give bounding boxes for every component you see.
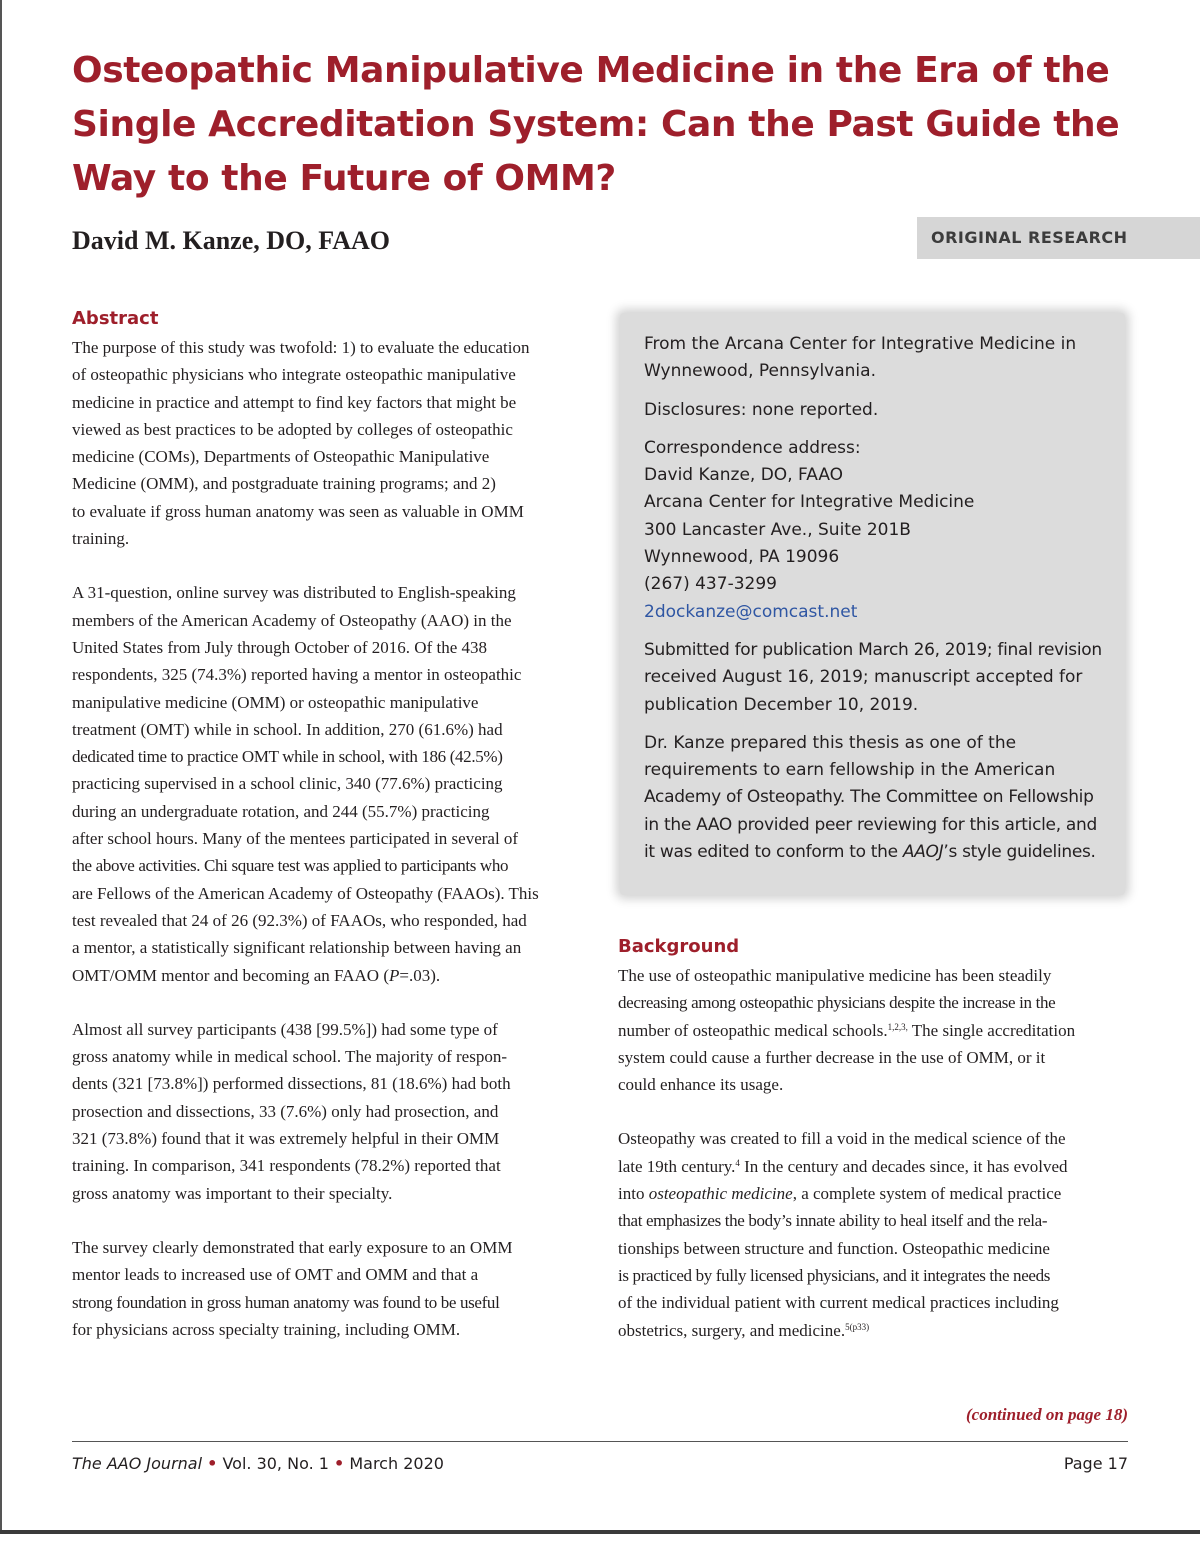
text-line: to evaluate if gross human anatomy was seen as valuable in OMM — [72, 501, 524, 521]
text-line: David Kanze, DO, FAAO — [644, 465, 844, 486]
italic-text: P — [388, 965, 400, 985]
italic-text: AAOJ — [902, 842, 944, 863]
text-line: are Fellows of the American Academy of Osteopathy (FAAOs). This — [72, 883, 539, 903]
text-line: training. — [72, 529, 130, 549]
text-line: members of the American Academy of Osteopathy (AAO) in the — [72, 610, 512, 630]
citation: 5(p33) — [845, 1321, 870, 1332]
text-line: The survey clearly demonstrated that early exposure to an OMM — [72, 1237, 513, 1257]
title-line: Single Accreditation System: Can the Past Guide the — [72, 104, 1120, 145]
text-run: In the century and decades since, it has evolved — [739, 1156, 1068, 1176]
text-line: Osteopathy was created to fill a void in the medical science of the — [618, 1129, 1066, 1149]
text-line: treatment (OMT) while in school. In addition, 270 (61.6%) had — [72, 719, 503, 739]
text-line: viewed as best practices to be adopted by colleges of osteopathic — [72, 419, 513, 439]
text-line: is practiced by fully licensed physicians, and it integrates the needs — [618, 1265, 1051, 1285]
text-run: number of osteopathic medical schools. — [618, 1020, 888, 1040]
text-line: Medicine (OMM), and postgraduate training programs; and 2) — [72, 474, 496, 494]
volume-issue: Vol. 30, No. 1 — [222, 1454, 329, 1473]
text-line: the above activities. Chi square test was applied to participants who — [72, 856, 509, 876]
text-line: could enhance its usage. — [618, 1075, 784, 1095]
text-line: Wynnewood, Pennsylvania. — [644, 361, 876, 382]
background-paragraph-1 — [618, 962, 1133, 1098]
text-run: The single accreditation — [907, 1020, 1076, 1040]
journal-citation — [72, 1454, 444, 1473]
text-run: OMT/OMM mentor and becoming an FAAO ( — [72, 965, 389, 985]
text-line: publication December 10, 2019. — [644, 694, 919, 715]
abstract-paragraph-4 — [72, 1234, 587, 1343]
text-line: strong foundation in gross human anatomy was found to be useful — [72, 1292, 500, 1312]
title-line: Way to the Future of OMM? — [72, 158, 616, 199]
correspondence-address — [644, 435, 1101, 626]
text-line: Dr. Kanze prepared this thesis as one of the — [644, 732, 1017, 753]
abstract-paragraph-1 — [72, 334, 587, 552]
background-paragraph-2 — [618, 1125, 1133, 1343]
email-link[interactable]: 2dockanze@comcast.net — [644, 601, 858, 622]
text-line: dedicated time to practice OMT while in school, with 186 (42.5%) — [72, 747, 503, 767]
text-line — [618, 1317, 1133, 1344]
text-line: test revealed that 24 of 26 (92.3%) of FAAOs, who responded, had — [72, 910, 527, 930]
abstract-section — [72, 306, 587, 1370]
continued-note: (continued on page 18) — [966, 1405, 1128, 1424]
text-run: ’s style guidelines. — [943, 842, 1096, 863]
text-line: Correspondence address: — [644, 437, 861, 458]
text-line: Arcana Center for Integrative Medicine — [644, 492, 975, 513]
abstract-paragraph-3 — [72, 1016, 587, 1207]
citation: 4 — [735, 1157, 740, 1168]
submission-dates — [644, 637, 1101, 719]
fellowship-note — [644, 730, 1101, 866]
text-line: in the AAO provided peer reviewing for this article, and — [644, 814, 1097, 835]
text-line: requirements to earn fellowship in the American — [644, 760, 1056, 781]
text-line: prosection and dissections, 33 (7.6%) only had prosection, and — [72, 1101, 499, 1121]
text-line: training. In comparison, 341 respondents (78.2%) reported that — [72, 1156, 501, 1176]
text-line: United States from July through October of 2016. Of the 438 — [72, 637, 488, 657]
text-line: 300 Lancaster Ave., Suite 201B — [644, 519, 911, 540]
text-line: The purpose of this study was twofold: 1) to evaluate the education — [72, 338, 530, 357]
text-line: gross anatomy was important to their specialty. — [72, 1183, 393, 1203]
background-heading: Background — [618, 936, 740, 957]
text-line: system could cause a further decrease in the use of OMM, or it — [618, 1047, 1046, 1067]
section-tag: ORIGINAL RESEARCH — [917, 217, 1200, 259]
text-line: for physicians across specialty training, including OMM. — [72, 1319, 461, 1339]
text-run: =.03). — [399, 965, 441, 985]
text-line: (267) 437-3299 — [644, 574, 777, 595]
article-title — [72, 44, 1152, 206]
page-number: Page 17 — [1063, 1454, 1128, 1473]
text-line: dents (321 [73.8%]) performed dissections, 81 (18.6%) had both — [72, 1074, 511, 1094]
affiliation — [644, 331, 1101, 386]
text-line: after school hours. Many of the mentees participated in several of — [72, 829, 519, 849]
abstract-paragraph-2 — [72, 579, 587, 988]
text-line: of osteopathic physicians who integrate osteopathic manipulative — [72, 365, 516, 385]
text-line: A 31-question, online survey was distributed to English-speaking — [72, 583, 516, 603]
text-line: gross anatomy while in medical school. The majority of respon- — [72, 1047, 507, 1067]
disclosures: Disclosures: none reported. — [644, 399, 879, 420]
journal-name: The AAO Journal — [72, 1454, 203, 1473]
text-run: , a complete system of medical practice — [792, 1184, 1062, 1204]
text-line: practicing supervised in a school clinic, 340 (77.6%) practicing — [72, 774, 503, 794]
page-border-left — [0, 0, 2, 1532]
text-run: it was edited to conform to the — [644, 842, 903, 863]
text-line: respondents, 325 (74.3%) reported having a mentor in osteopathic — [72, 665, 522, 685]
title-line: Osteopathic Manipulative Medicine in the Era of the — [72, 50, 1110, 91]
text-line: medicine in practice and attempt to find key factors that might be — [72, 392, 517, 412]
text-run: late 19th century. — [618, 1156, 736, 1176]
text-line: The use of osteopathic manipulative medicine has been steadily — [618, 966, 1052, 985]
text-line: Academy of Osteopathy. The Committee on Fellowship — [644, 787, 1094, 808]
text-line: that emphasizes the body’s innate ability to heal itself and the rela- — [618, 1211, 1048, 1231]
author-byline: David M. Kanze, DO, FAAO — [72, 226, 390, 255]
text-line: manipulative medicine (OMM) or osteopathic manipulative — [72, 692, 479, 712]
text-run: obstetrics, surgery, and medicine. — [618, 1320, 846, 1340]
footer-divider — [72, 1441, 1128, 1442]
text-line: a mentor, a statistically significant relationship between having an — [72, 938, 522, 958]
abstract-heading: Abstract — [72, 308, 159, 329]
text-line: of the individual patient with current medical practices including — [618, 1293, 1059, 1313]
text-run: into — [618, 1184, 649, 1204]
text-line — [644, 839, 1101, 866]
issue-date: March 2020 — [349, 1454, 444, 1473]
text-line: Almost all survey participants (438 [99.5%]) had some type of — [72, 1019, 498, 1039]
text-line: tionships between structure and function. Osteopathic medicine — [618, 1238, 1050, 1258]
text-line — [618, 1180, 1133, 1207]
text-line — [618, 1017, 1133, 1044]
page-border-bottom — [0, 1530, 1200, 1534]
text-line — [72, 962, 587, 989]
text-line: Submitted for publication March 26, 2019; final revision — [644, 639, 1102, 660]
bullet-separator: • — [334, 1454, 345, 1473]
background-section — [618, 934, 1133, 1371]
text-line: received August 16, 2019; manuscript accepted for — [644, 667, 1083, 688]
text-line: medicine (COMs), Departments of Osteopathic Manipulative — [72, 447, 490, 467]
text-line: during an undergraduate rotation, and 244 (55.7%) practicing — [72, 801, 490, 821]
text-line: 321 (73.8%) found that it was extremely helpful in their OMM — [72, 1129, 500, 1149]
text-line: From the Arcana Center for Integrative Medicine in — [644, 334, 1077, 354]
citation: 1,2,3, — [887, 1021, 908, 1032]
italic-text: osteopathic medicine — [648, 1184, 793, 1204]
text-line: mentor leads to increased use of OMT and OMM and that a — [72, 1265, 479, 1285]
text-line — [618, 1153, 1133, 1180]
text-line: Wynnewood, PA 19096 — [644, 547, 840, 568]
article-info-box — [620, 313, 1125, 895]
bullet-separator: • — [207, 1454, 218, 1473]
text-line: decreasing among osteopathic physicians despite the increase in the — [618, 993, 1056, 1013]
